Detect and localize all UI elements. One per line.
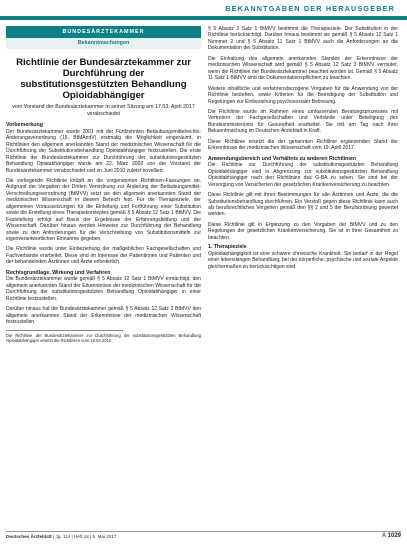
paragraph: Diese Richtlinie gilt in Ergänzung zu den Vorgaben der BtMVV und zu den Regelungen der gesetzlichen Krankenversicherung. Sie ist in ihrer Gesamtheit zu beachten.: [208, 221, 398, 241]
paragraph: Darüber hinaus hat die Bundesärztekammer gemäß § 5 Absatz 12 Satz 2 BtMVV den allgemein anerkannten Stand der Erkenntnisse der medizinischen Wissenschaft festzustellen.: [6, 306, 201, 326]
paragraph: Diese Richtlinie gilt mit ihren Bestimmungen für alle Ärztinnen und Ärzte, die die Substitutionsbehandlung durchführen. Ein Verstoß gegen diese Richtlinie kann auch als berufsrechtliches Vergehen gemäß den §§ 2 und 5 der Berufsordnung gewertet werden.: [208, 192, 398, 218]
paragraph: Die Bundesärztekammer wurde gemäß § 5 Absatz 12 Satz 1 BtMVV ermächtigt, den allgemein anerkannten Stand der Erkenntnisse der medizinischen Wissenschaft für die Durchführung der substitutionsgestützten Behandlung Opioidabhängiger in einer Richtlinie festzustellen.: [6, 276, 201, 302]
paragraph: Diese Richtlinie ersetzt die der genannten Richtlinie ergänzenden Stand der Erkenntnisse der medizinischen Wissenschaft vom 19. April 2017.: [208, 138, 398, 152]
kicker-organization: BUNDESÄRZTEKAMMER: [6, 26, 201, 38]
article-page: [6, 26, 402, 532]
section-heading-therapieziele: 1. Therapieziele: [208, 244, 247, 251]
paragraph: Weitere inhaltliche und verfahrensbezogene Vorgaben für die Anwendung von der Richtlinie bestehen, sowie Kriterien für die Beendigung der Substitution und Regelungen zur Einbeziehung psychosozialer Betreuung.: [208, 85, 398, 105]
page-marker: A: [381, 533, 386, 539]
page-number-value: 1029: [387, 533, 401, 539]
journal-name: Deutsches Ärzteblatt: [6, 534, 52, 539]
left-column: [6, 26, 201, 343]
page-number: [382, 533, 401, 539]
paragraph: Opioidabhängigkeit ist eine schwere chronische Krankheit. Sie bedarf in der Regel einer lebenslangen Behandlung, bei der körperliche, psychische und soziale Aspekte gleichermaßen zu berücksichtigen sind.: [208, 250, 398, 270]
journal-issue: | Jg. 114 | Heft 18 | 5. Mai 2017: [52, 534, 117, 539]
header-rule: [0, 16, 407, 20]
footnote-divider: [6, 330, 123, 331]
page-footer: [6, 531, 401, 541]
paragraph: § 5 Absatz 2 Satz 1 BtMVV bestimmt die Therapieziele. Der Substitution in der Richtlinie berücksichtigt. Darüber hinaus bestimmt sie gemäß § 5 Absatz 12 Satz 1 Nummer 2 und § 5 Absatz 11 Satz 1 BtMVV auch die Anforderungen an die Dokumentation der Substitution.: [208, 26, 398, 52]
paragraph: Die Einhaltung des allgemein anerkannten Standes der Erkenntnisse der medizinischen Wissenschaft wird gemäß § 5 Absatz 12 Satz 3 BtMVV vermutet, wenn die Richtlinie der Bundesärztekammer beachtet worden ist. Gemäß § 5 Absatz 11 Satz 1 BtMVV sind die Dokumentationspflichten zu beachten.: [208, 55, 398, 82]
heading-anwendungsbereich: Anwendungsbereich und Verhältnis zu anderen Richtlinien: [208, 155, 357, 162]
footnote: Die Richtlinie der Bundesärztekammer zur Durchführung der substitutionsgestützten Behandlung Opioidabhängiger ersetzt die Richtlinien vom 19.02.2010.: [6, 332, 201, 343]
kicker-type: Bekanntmachungen: [6, 38, 201, 49]
paragraph: Der Bundesärztekammer wurde 2001 mit der Fünfzehnten Betäubungsmittelrechts-Änderungsverordnung (15. BtMÄndV) erstmalig die Möglichkeit eingeräumt, in Richtlinien den allgemein anerkannten Stand der medizinischen Wissenschaft für die Durchführung der Substitutionsbehandlung Opioidabhängiger festzustellen. Die erste Richtlinie der Bundesärztekammer zur Durchführung der substitutionsgestützten Behandlung Opiatabhängiger wurde am 22. März 2002 von der Vorstand der Bundesärztekammer verabschiedet und im Juni 2010 zuletzt novelliert.: [6, 128, 201, 174]
header-band: [0, 0, 407, 20]
heading-rechtsgrundlage: Rechtsgrundlage, Wirkung und Verfahren: [6, 269, 111, 276]
paragraph: Die Richtlinie wurde unter Einbeziehung der maßgeblichen Fachgesellschaften und Fachverbände erarbeitet. Diese sind im Interesse der Patientinnen und Patienten und der behandelnden Ärztinnen und Ärzte erforderlich.: [6, 246, 201, 266]
article-title: Richtlinie der Bundesärztekammer zur Durchführung der substitutionsgestützten Behandlung Opioidabhängiger: [16, 57, 191, 101]
section-title: BEKANNTGABEN DER HERAUSGEBER: [225, 4, 395, 13]
paragraph: Die Richtlinie wurde im Rahmen eines umfassenden Beratungsprozesses mit Vertretern der Fachgesellschaften und Verbände unter Beteiligung des Bundesministeriums für Gesundheit erarbeitet. Sie tritt am Tag nach ihrer Bekanntmachung im Deutschen Ärzteblatt in Kraft.: [208, 108, 398, 135]
heading-vorbemerkung: Vorbemerkung: [6, 122, 43, 129]
journal-citation: [6, 534, 117, 539]
paragraph: Die Richtlinie zur Durchführung der substitutionsgestützten Behandlung Opioidabhängiger sind in Abgrenzung zur substitutionsgestützten Behandlung Opioidabhängiger nach den Richtlinien des G-BA zu sehen. Sie sind bei der Versorgung von Versicherten der gesetzlichen Krankenversicherung zu beachten.: [208, 162, 398, 188]
article-subtitle: vom Vorstand der Bundesärztekammer in seiner Sitzung am 17.03. April 2017 verabschiedet: [12, 104, 195, 117]
right-column: [208, 26, 398, 270]
paragraph: Die vorliegende Richtlinie knüpft an die vorgenannten Richtlinien-Fassungen an. Aufgrund der Vorgaben der Dritten Verordnung zur Änderung der Betäubungsmittel-Verschreibungsverordnung (BtMVV) setzt sie den allgemein anerkannten Stand der medizinischen Wissenschaft in diesem Bereich fest. Für die Therapieziele, der allgemeinen Voraussetzungen für die Einleitung und Fortführung einer Substitution sowie die Erstellung eines Therapiekonzeptes gemäß § 5 Absatz 12 Satz 1 BtMVV. Die Feststellung erfolgt auf Basis der Ergebnisse der Erfahrungsbildung und der Wissenschaft. Darüber hinaus werden Hinweise zur Durchführung der Behandlung sowie zu den Anforderungen für die Verschreibung von Substitutionsmitteln zur eigenverantwortlichen Einnahme gegeben.: [6, 177, 201, 243]
